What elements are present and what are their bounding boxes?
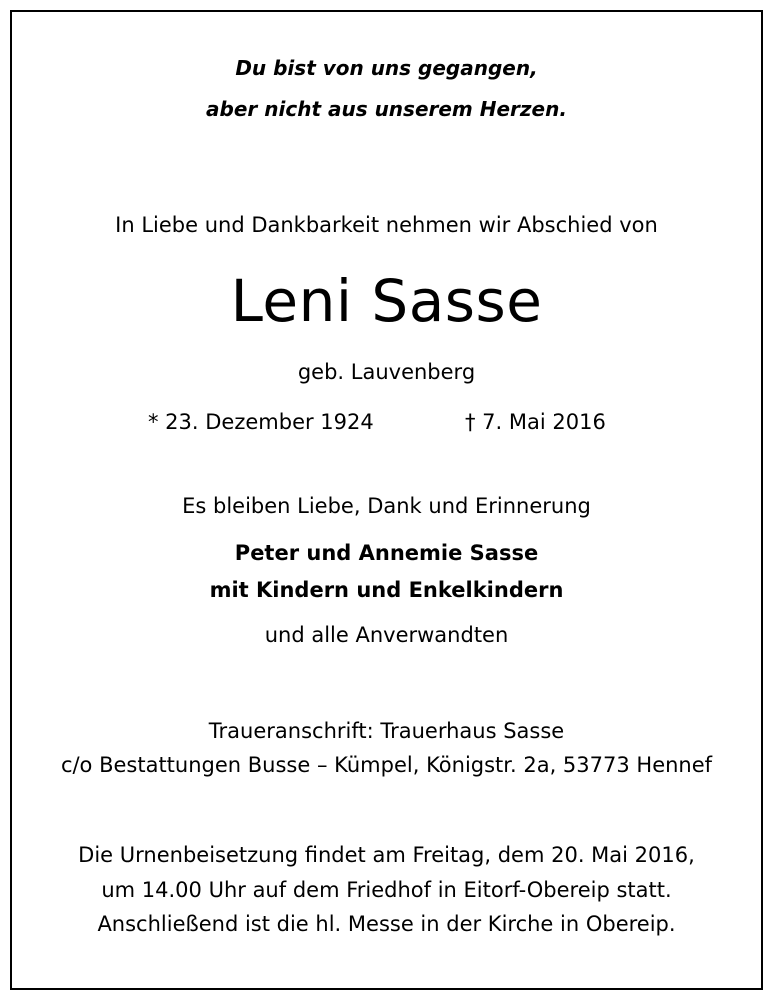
intro-text: In Liebe und Dankbarkeit nehmen wir Abschied von bbox=[115, 213, 658, 237]
death-date: † 7. Mai 2016 bbox=[465, 410, 606, 434]
mourners-line-2: mit Kindern und Enkelkindern bbox=[209, 578, 564, 602]
service-line-1: Die Urnenbeisetzung findet am Freitag, dem 20. Mai 2016, bbox=[78, 843, 695, 867]
motto-line-1: Du bist von uns gegangen, bbox=[235, 56, 538, 80]
mourners-line-3: und alle Anverwandten bbox=[264, 623, 509, 647]
service-line-3: Anschließend ist die hl. Messe in der Kirche in Obereip. bbox=[97, 912, 676, 936]
maiden-name: geb. Lauvenberg bbox=[297, 360, 476, 384]
deceased-name: Leni Sasse bbox=[230, 267, 543, 335]
address-line-1: Traueranschrift: Trauerhaus Sasse bbox=[208, 719, 565, 743]
motto-line-2: aber nicht aus unserem Herzen. bbox=[206, 97, 567, 121]
birth-date: * 23. Dezember 1924 bbox=[148, 410, 374, 434]
mourners-line-1: Peter und Annemie Sasse bbox=[234, 541, 539, 565]
address-line-2: c/o Bestattungen Busse – Kümpel, Königstr. 2a, 53773 Hennef bbox=[60, 753, 713, 777]
service-line-2: um 14.00 Uhr auf dem Friedhof in Eitorf-Obereip statt. bbox=[101, 878, 672, 902]
remembrance-text: Es bleiben Liebe, Dank und Erinnerung bbox=[182, 494, 591, 518]
life-dates bbox=[0, 412, 773, 438]
